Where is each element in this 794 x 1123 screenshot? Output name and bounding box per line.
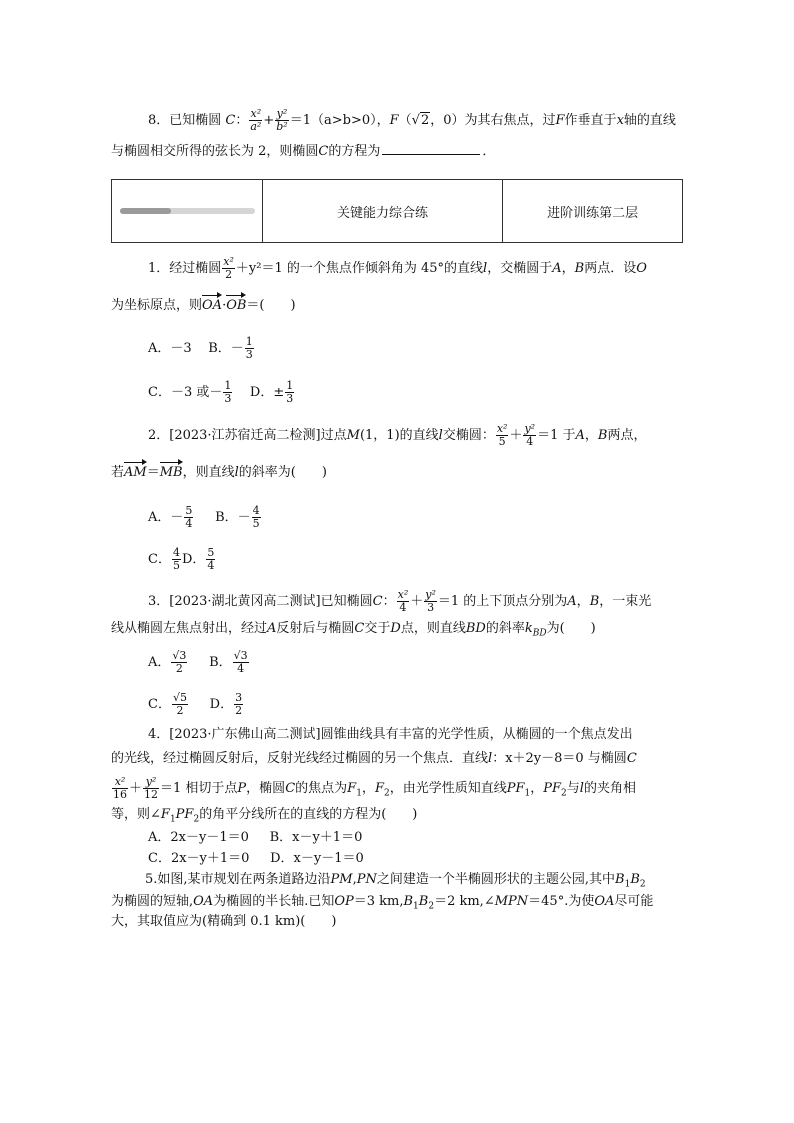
fraction-denominator: 3 [224,392,232,405]
var: B [615,872,625,887]
fraction [112,776,128,801]
var: MPN [494,894,529,909]
text: 与椭圆相交所得的弦长为 2，则椭圆 [111,144,319,159]
text: 若 [111,465,125,480]
q1-options-cd [148,380,295,405]
fraction-numerator: 5 [185,504,193,517]
var: PN [356,872,377,887]
option-d: D． [209,697,234,712]
text: 为坐标原点，则 [111,298,203,313]
var: C [372,594,383,609]
var: F [374,781,384,796]
fraction-denominator: 2 [175,662,183,675]
text: ． [482,144,496,159]
fraction-denominator: 2 [176,704,184,717]
fraction-numerator: 3 [235,691,243,704]
var: F [184,807,194,822]
q2-options-ab [148,505,262,530]
var: M [346,428,360,443]
fraction [523,423,536,448]
fraction-numerator: 5 [207,546,215,559]
option-a: A．－3 [148,341,192,356]
section-header [111,179,683,243]
fraction-denominator: 4 [526,435,534,448]
fraction [184,505,193,530]
text: 大，其取值应为(精确到 0.1 km)( ) [111,914,337,929]
text: 等，则∠ [111,807,161,822]
q8-line1 [148,108,676,133]
fraction [171,650,187,675]
option-c: C． [148,552,171,567]
text: ， [576,594,590,609]
fraction-numerator: x² [223,255,234,268]
text: 的夹角相 [583,781,636,796]
text: ，椭圆 [246,781,286,796]
var: x [616,113,624,128]
fraction-denominator: 4 [207,559,215,572]
var: l [488,751,493,766]
var: P [175,807,185,822]
text: , [352,872,357,887]
var: A [567,594,577,609]
subscript: 1 [524,788,531,799]
text: · [222,298,227,313]
text: 两点， [607,428,647,443]
text: ＝1 于 [537,428,576,443]
subscript: 1 [413,901,419,912]
subscript: 2 [383,788,390,799]
q1-line1 [148,256,647,281]
var: B [574,261,585,276]
var: OA [594,894,615,909]
q2-line1 [148,423,646,448]
text: ＝2 km,∠ [434,894,495,909]
option-c: C．2x－y＋1＝0 [148,851,250,866]
text: 两点．设 [584,261,637,276]
option-b: B．－ [208,341,244,356]
vector: OB [226,298,247,313]
vector: MB [159,465,183,480]
fraction-denominator: 12 [144,788,159,801]
q2-options-cd [148,547,216,572]
text: 的角平分线所在的直线的方程为( ) [199,807,418,822]
text: ＋ [129,781,143,796]
var: B [597,428,608,443]
var: F [347,781,357,796]
option-a: A． [148,655,171,670]
text: ＝( ) [246,298,296,313]
var: F [555,113,565,128]
text: 作垂直于 [564,113,617,128]
fraction-denominator: 4 [399,601,407,614]
text: ：x＋2y－8＝0 与椭圆 [492,751,627,766]
var: B [589,594,600,609]
fraction-numerator: y² [425,588,436,601]
text: 的斜率 [485,621,525,636]
fraction-numerator: 1 [286,379,294,392]
text: ＝1 相切于点 [160,781,238,796]
q4-line1 [148,726,633,744]
var: k [524,621,533,636]
vector: OA [202,298,223,313]
fraction [143,776,159,801]
fraction-denominator: b² [276,120,288,133]
progress-bar [120,208,255,214]
var: l [483,261,488,276]
fraction [496,423,509,448]
progress-fill [120,208,171,214]
text: ＝ [146,465,160,480]
fraction-denominator: 3 [286,392,294,405]
sqrt-radicand: 2 [420,113,430,128]
text: 线从椭圆左焦点射出，经过 [111,621,268,636]
fraction [223,380,232,405]
fraction [397,589,410,614]
var: P [237,781,247,796]
sqrt-radicand: 3 [240,649,248,662]
fraction-numerator: y² [143,776,159,789]
fraction [424,589,437,614]
text: ＝1（a>b>0）， [289,113,390,128]
fraction-denominator: 5 [252,517,260,530]
var: C [354,621,365,636]
fraction-denominator: 5 [172,559,180,572]
var: l [579,781,584,796]
fraction-numerator: x² [496,422,508,435]
option-b: B． [209,655,232,670]
fraction [233,650,249,675]
fraction-denominator: 3 [245,348,253,361]
answer-blank [382,142,480,155]
text: 4．[2023·广东佛山高二测试]圆锥曲线具有丰富的光学性质，从椭圆的一个焦点发出 [148,727,633,742]
text: 为椭圆的短轴, [111,894,194,909]
text: 的方程为 [328,144,381,159]
q5-line3 [111,913,336,931]
text: 的斜率为( ) [238,465,327,480]
option-d: D．± [249,385,285,400]
sqrt-radicand: 3 [179,649,187,662]
text: 的焦点为 [295,781,348,796]
fraction [172,547,181,572]
fraction-numerator: 4 [172,546,180,559]
var: A [552,261,562,276]
subscript: 1 [169,814,176,825]
option-d: D．x－y－1＝0 [270,851,364,866]
q2-line2 [111,464,327,482]
text: ， [361,781,375,796]
var: C [285,781,296,796]
fraction [252,505,261,530]
var: PF [506,781,525,796]
option-b: B．－ [215,510,251,525]
var: l [438,428,443,443]
fraction-numerator: y² [524,422,536,435]
var: B [403,894,414,909]
var: F [160,807,170,822]
text: ， [584,428,598,443]
text: 与 [566,781,580,796]
text: (1，1)的直线 [359,428,439,443]
var: OA [193,894,214,909]
var: l [234,465,239,480]
q1-options-ab [148,336,255,361]
var: BD [465,621,486,636]
text: 反射后与椭圆 [276,621,355,636]
var: PF [543,781,562,796]
q4-line4 [111,806,417,824]
text: 之间建造一个半椭圆形状的主题公园,其中 [376,872,616,887]
text: 尽可能 [614,894,654,909]
var: O [636,261,647,276]
sqrt-sign: √ [172,649,180,662]
var: C [318,144,329,159]
fraction-denominator: a² [250,120,262,133]
text: 点，则直线 [400,621,466,636]
progress-cell [112,180,263,242]
text: 8．已知椭圆 [148,113,226,128]
text: 轴的直线 [623,113,676,128]
text: 交椭圆： [442,428,495,443]
fraction [275,108,288,133]
text: ， [530,781,544,796]
fraction-denominator: 2 [225,268,233,281]
text: ： [235,113,249,128]
fraction-denominator: 2 [235,704,243,717]
subscript: 2 [193,814,200,825]
text: ，交椭圆于 [487,261,553,276]
q3-options-cd [148,692,244,717]
q5-line2 [111,893,653,911]
option-d: D． [181,552,206,567]
fraction [234,692,243,717]
q4-line2 [111,750,637,768]
option-c: C． [148,697,171,712]
fraction-denominator: 16 [113,788,127,801]
sqrt-radicand: 5 [179,691,187,704]
text: ，一束光 [599,594,652,609]
subscript: BD [532,628,547,639]
var: B [418,894,429,909]
text: ＝3 km, [353,894,404,909]
text: ＝1 的上下顶点分别为 [437,594,568,609]
text: ＋y²＝1 的一个焦点作倾斜角为 45°的直线 [235,261,484,276]
option-a: A．2x－y－1＝0 [148,830,249,845]
fraction [245,336,254,361]
var: C [626,751,637,766]
text: ，0）为其右焦点，过 [430,113,556,128]
text: 2．[2023·江苏宿迁高二检测]过点 [148,428,347,443]
text: ＝45°.为使 [528,894,595,909]
fraction-denominator: 4 [237,662,245,675]
fraction-numerator: 4 [252,504,260,517]
text: ： [382,594,396,609]
fraction-numerator: x² [112,776,128,789]
text: 3．[2023·湖北黄冈高二测试]已知椭圆 [148,594,373,609]
fraction-denominator: 5 [498,435,506,448]
subscript: 2 [639,879,646,890]
text: 1．经过椭圆 [148,261,222,276]
var: D [390,621,401,636]
option-c: C．－3 或－ [148,385,223,400]
text: + [263,113,275,128]
text: ＋ [509,428,523,443]
text: ＋ [410,594,424,609]
text: 5.如图,某市规划在两条道路边沿 [145,872,331,887]
text: 为椭圆的半长轴.已知 [213,894,335,909]
fraction-numerator: y² [276,107,288,120]
var: B [630,872,640,887]
section-title: 关键能力综合练 [263,180,504,242]
q4-line3 [111,776,636,801]
subscript: 1 [356,788,362,799]
q4-options-ab [148,829,362,847]
fraction [249,108,262,133]
q5-line1 [145,871,646,889]
text: 交于 [364,621,391,636]
var: F [389,113,399,128]
var: OP [334,894,354,909]
text: ，由光学性质知直线 [389,781,507,796]
subscript: 2 [561,788,567,799]
sqrt-sign: √ [172,691,180,704]
option-a: A．－ [148,510,184,525]
fraction-denominator: 4 [185,517,193,530]
sqrt-sign: √ [233,649,241,662]
q1-line2 [111,297,296,315]
text: （ [398,113,412,128]
option-b: B．x－y＋1＝0 [269,830,363,845]
fraction-numerator: 1 [245,335,253,348]
q3-line2 [111,620,596,638]
q3-line1 [148,589,651,614]
fraction-numerator: x² [397,588,409,601]
fraction-numerator: x² [250,107,262,120]
subscript: 2 [428,901,435,912]
subscript: 1 [624,879,631,890]
fraction-numerator: 1 [224,379,232,392]
q4-options-cd [148,850,364,868]
fraction [206,547,215,572]
fraction [285,380,294,405]
q3-options-ab [148,650,250,675]
text: ， [561,261,575,276]
section-level: 进阶训练第二层 [547,205,639,221]
var: C [225,113,236,128]
fraction [222,256,235,281]
var: A [575,428,585,443]
fraction-denominator: 3 [427,601,435,614]
text: 为( ) [546,621,596,636]
var: A [267,621,277,636]
vector: AM [124,465,147,480]
text: 的光线，经过椭圆反射后，反射光线经过椭圆的另一个焦点．直线 [111,751,489,766]
q8-line2 [111,142,495,161]
fraction [172,692,188,717]
var: PM [330,872,353,887]
sqrt: √2 [411,113,430,128]
text: ，则直线 [182,465,235,480]
